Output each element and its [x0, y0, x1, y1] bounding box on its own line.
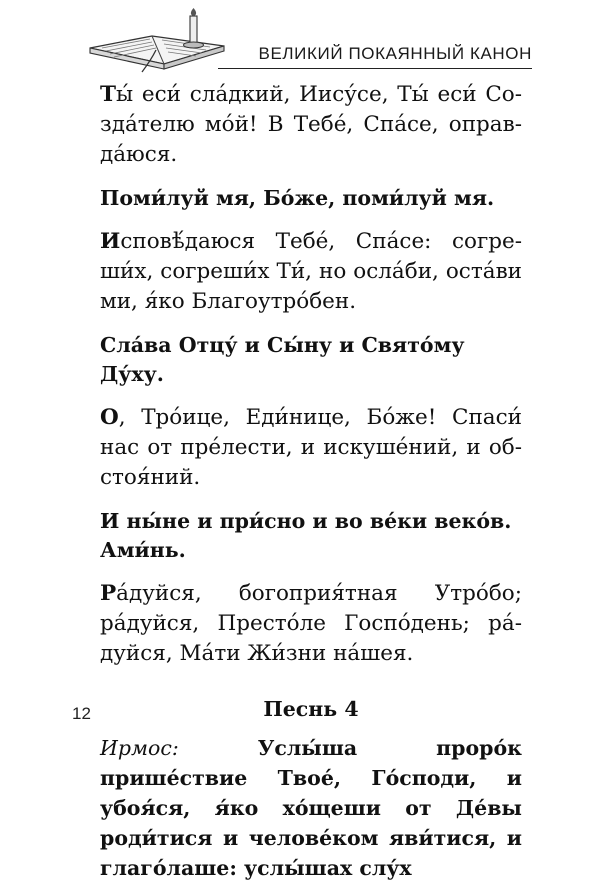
refrain-glory: Сла́ва Отцу́ и Сы́ну и Свято́му Ду́ху.	[100, 333, 465, 386]
troparion-text: сповѣ́даюся Тебе́, Спа́се: согреши́х, согреши́х Ти́, но осла́би, оста́ви ми, я́ко Благоутро́бен.	[100, 229, 522, 314]
troparion-text: а́дуйся, богоприя́тная Утро́бо; ра́дуйся, Престо́ле Госпо́день; ра́дуйся, Ма́ти Жи́зни на́шея.	[100, 581, 522, 666]
troparion-1	[100, 80, 522, 170]
troparion-2	[100, 227, 522, 317]
header-rule	[218, 68, 532, 69]
running-title: ВЕЛИКИЙ ПОКАЯННЫЙ КАНОН	[258, 44, 532, 63]
initial-letter: И	[100, 229, 121, 254]
song-heading: Песнь 4	[263, 697, 359, 721]
open-book-icon	[82, 6, 232, 74]
theotokion	[100, 579, 522, 669]
troparion-text: ы́ еси́ сла́дкий, Иису́се, Ты́ еси́ Созда́телю мо́й! В Тебе́, Спа́се, оправда́юся.	[100, 82, 522, 167]
troparion-text: , Тро́ице, Еди́нице, Бо́же! Спаси́ нас от пре́лести, и искуше́ний, и обстоя́ний.	[100, 405, 522, 490]
irmos-label: Ирмос:	[100, 736, 179, 760]
page-body	[100, 80, 522, 883]
troparion-trinity	[100, 403, 522, 493]
initial-letter: О	[100, 405, 119, 430]
initial-letter: Т	[100, 82, 116, 107]
initial-letter: Р	[100, 581, 117, 606]
page-header	[0, 0, 600, 78]
irmos-text: Услы́ша проро́к прише́ствие Твое́, Го́споди, и убоя́ся, я́ко хо́щеши от Де́вы роди́тися и челове́ком яви́тися, и глаго́лаше: услы́шах слу́х	[100, 736, 522, 880]
refrain-lord-have-mercy: Поми́луй мя, Бо́же, поми́луй мя.	[100, 186, 495, 210]
refrain-now-and-ever: И ны́не и при́сно и во ве́ки веко́в. Ами́нь.	[100, 509, 512, 562]
irmos	[100, 733, 522, 883]
page-number: 12	[72, 704, 91, 723]
